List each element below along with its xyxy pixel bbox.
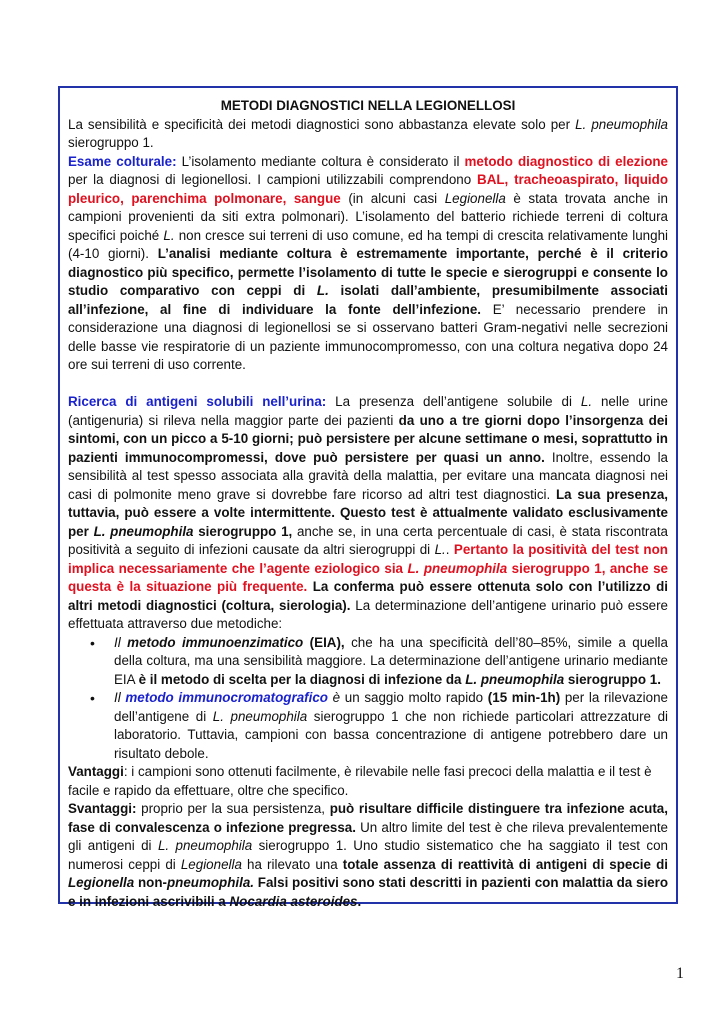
intro-species: L. pneumophila <box>575 116 668 132</box>
svantaggi-italic-1: L. pneumophila <box>157 838 253 853</box>
eia-bold-3: sierogruppo 1. <box>564 671 661 687</box>
eia-bold-italic-2: L. pneumophila <box>465 671 565 687</box>
ricerca-red-1: Pertanto la positività del test non implica necessariamente che l’agente eziologico sia <box>68 542 668 576</box>
esame-text-3: (in alcuni casi <box>340 190 445 206</box>
ricerca-text-2: nelle urine (antigenuria) si rileva nella maggior parte dei pazienti <box>68 394 668 428</box>
esame-italic-1: Legionella <box>444 190 506 206</box>
page-number: 1 <box>676 965 684 982</box>
esame-bold-1: L’analisi mediante coltura è estremamente importante, perché è il criterio diagnostico più specifico, permette l’isolamento di tutte le specie e sierogruppi e consente lo studio comparativo con ceppi di <box>68 246 668 298</box>
esame-bold-2: isolati dall’ambiente, presumibilmente associati all’infezione, al fine di individuare la fonte dell’infezione. <box>68 283 668 317</box>
vantaggi-text: : i campioni sono ottenuti facilmente, è rilevabile nelle fasi precoci della malattia e il test è facile e rapido da effettuare, oltre che specifico. <box>68 764 652 798</box>
metodiche-list <box>68 634 668 764</box>
esame-text-2: per la diagnosi di legionellosi. I campioni utilizzabili comprendono <box>68 172 478 187</box>
svantaggi-text-4: ha rilevato una <box>241 856 343 872</box>
ricerca-text-6: La determinazione dell’antigene urinario può essere effettuata attraverso due metodiche: <box>68 597 668 631</box>
list-item-immunocromatografico <box>90 689 669 763</box>
ic-italic-1: Il <box>114 690 126 705</box>
eia-text-1: che ha una specificità dell’80–85%, simile a quella della coltura, ma una sensibilità maggiore. La determinazione dell’antigene urinario mediante EIA <box>114 634 668 687</box>
ricerca-text-1: La presenza dell’antigene solubile di <box>326 394 581 409</box>
eia-bold-italic-1: metodo immunoenzimatico <box>127 634 304 650</box>
svantaggi-italic-2: Legionella <box>180 856 242 872</box>
ic-italic-2: è <box>327 690 341 705</box>
svantaggi-bold-4: Falsi positivi sono stati descritti in pazienti con malattia da siero e in infezioni ascrivibili a <box>68 875 669 909</box>
eia-bold-2: è il metodo di scelta per la diagnosi di infezione da <box>138 671 466 687</box>
svantaggi-label: Svantaggi: <box>68 801 137 816</box>
vantaggi-label: Vantaggi <box>68 764 124 779</box>
svantaggi-text-1: proprio per la sua persistenza, <box>136 801 330 816</box>
svantaggi-bold-2: totale assenza di reattività di antigeni di specie di <box>342 856 668 872</box>
vantaggi-paragraph <box>68 763 668 800</box>
ricerca-antigeni-paragraph <box>68 393 668 634</box>
svantaggi-paragraph <box>68 800 668 911</box>
esame-colturale-heading: Esame colturale: <box>68 153 177 169</box>
ricerca-antigeni-heading: Ricerca di antigeni solubili nell’urina: <box>68 394 327 409</box>
esame-text-6: E’ necessario prendere in considerazione una diagnosi di legionellosi se si osservano batteri Gram-negativi nelle secrezioni delle basse vie respiratorie di un paziente immunocompromesso, con una coltura negativa dopo 24 ore sui terreni di uso corrente. <box>68 301 668 372</box>
esame-text-4: è stata trovata anche in campioni provenienti da siti extra polmonari). L’isolamento del batterio richiede terreni di coltura specifici poiché <box>68 190 668 243</box>
ricerca-italic-2: L. <box>434 542 446 557</box>
esame-text-1: L’isolamento mediante coltura è considerato il <box>176 153 465 169</box>
ic-text-1: un saggio molto rapido <box>340 690 488 705</box>
ricerca-red-italic-1: L. pneumophila <box>407 560 508 576</box>
eia-bold-1: (EIA), <box>303 634 345 650</box>
esame-red-1: metodo diagnostico di elezione <box>464 153 669 169</box>
bullet-icon: • <box>90 634 95 651</box>
svantaggi-bold-italic-1: Legionella <box>68 875 135 890</box>
list-item-eia <box>90 634 668 690</box>
esame-colturale-paragraph <box>68 153 668 375</box>
ic-blue-italic-1: metodo immunocromatografico <box>125 690 328 705</box>
intro-paragraph <box>68 116 668 153</box>
svantaggi-bold-italic-3: Nocardia asteroides <box>229 893 358 909</box>
svantaggi-bold-3: non- <box>134 875 167 890</box>
ic-italic-3: L. pneumophila <box>212 708 308 724</box>
intro-text-end: sierogruppo 1. <box>68 135 154 150</box>
svantaggi-text-2: Un altro limite del test è che rileva prevalentemente gli antigeni di <box>68 819 668 853</box>
svantaggi-bold-1: può risultare difficile distinguere tra infezione acuta, fase di convalescenza o infezione pregressa. <box>68 801 668 835</box>
svantaggi-bold-5: . <box>357 893 362 909</box>
ic-text-2: per la rilevazione dell’antigene di <box>114 690 668 724</box>
ic-text-3: sierogruppo 1 che non richiede particolari attrezzature di laboratorio. Tuttavia, campioni con bassa concentrazione di antigene potrebbero dare un risultato debole. <box>114 708 669 761</box>
ricerca-bold-3: sierogruppo 1, <box>193 523 293 539</box>
ricerca-text-4: anche se, in una certa percentuale di casi, è stata riscontrata positività a seguito di infezioni causate da altri sierogruppi di <box>68 523 668 557</box>
paragraph-spacer <box>68 375 668 394</box>
document-frame <box>58 86 678 909</box>
ricerca-bold-4: La conferma può essere ottenuta solo con l’utilizzo di altri metodi diagnostici (coltura, sierologia). <box>68 579 668 613</box>
ricerca-text-3: Inoltre, essendo la sensibilità al test spesso associata alla gravità della malattia, per evitare una mancata diagnosi nei casi di polmonite meno grave si dovrebbe fare ricorso ad altri test diagnostici. <box>68 449 668 502</box>
ricerca-italic-1: L. <box>580 394 593 409</box>
document-title: METODI DIAGNOSTICI NELLA LEGIONELLOSI <box>220 98 516 113</box>
ic-bold-1: (15 min-1h) <box>487 690 561 705</box>
eia-italic-1: Il <box>114 634 128 650</box>
ricerca-bold-italic-1: L. pneumophila <box>93 523 194 539</box>
intro-text: La sensibilità e specificità dei metodi diagnostici sono abbastanza elevate solo per <box>68 116 576 132</box>
bullet-icon: • <box>90 690 95 706</box>
esame-red-2: BAL, tracheoaspirato, liquido pleurico, parenchima polmonare, sangue <box>68 172 668 206</box>
ricerca-red-2: sierogruppo 1, anche se questa è la situazione più frequente. <box>68 560 668 594</box>
ricerca-text-5: . <box>445 542 454 557</box>
svantaggi-bold-italic-2: pneumophila. <box>166 875 255 890</box>
svantaggi-text-3: sierogruppo 1. Uno studio sistematico che ha saggiato il test con numerosi ceppi di <box>68 838 669 872</box>
esame-italic-2: L. <box>163 227 175 243</box>
ricerca-bold-2: La sua presenza, tuttavia, può essere a volte intermittente. Questo test è attualmente validato esclusivamente per <box>68 486 668 539</box>
esame-bold-italic-1: L. <box>316 283 329 298</box>
ricerca-bold-1: da uno a tre giorni dopo l’insorgenza dei sintomi, con un picco a 5-10 giorni; può persistere per alcune settimane o mesi, soprattutto in pazienti immunocompromessi, dove può persistere per quasi un anno. <box>68 412 669 465</box>
esame-text-5: non cresce sui terreni di uso comune, ed ha tempi di crescita relativamente lunghi (4-10 giorni). <box>68 227 668 261</box>
